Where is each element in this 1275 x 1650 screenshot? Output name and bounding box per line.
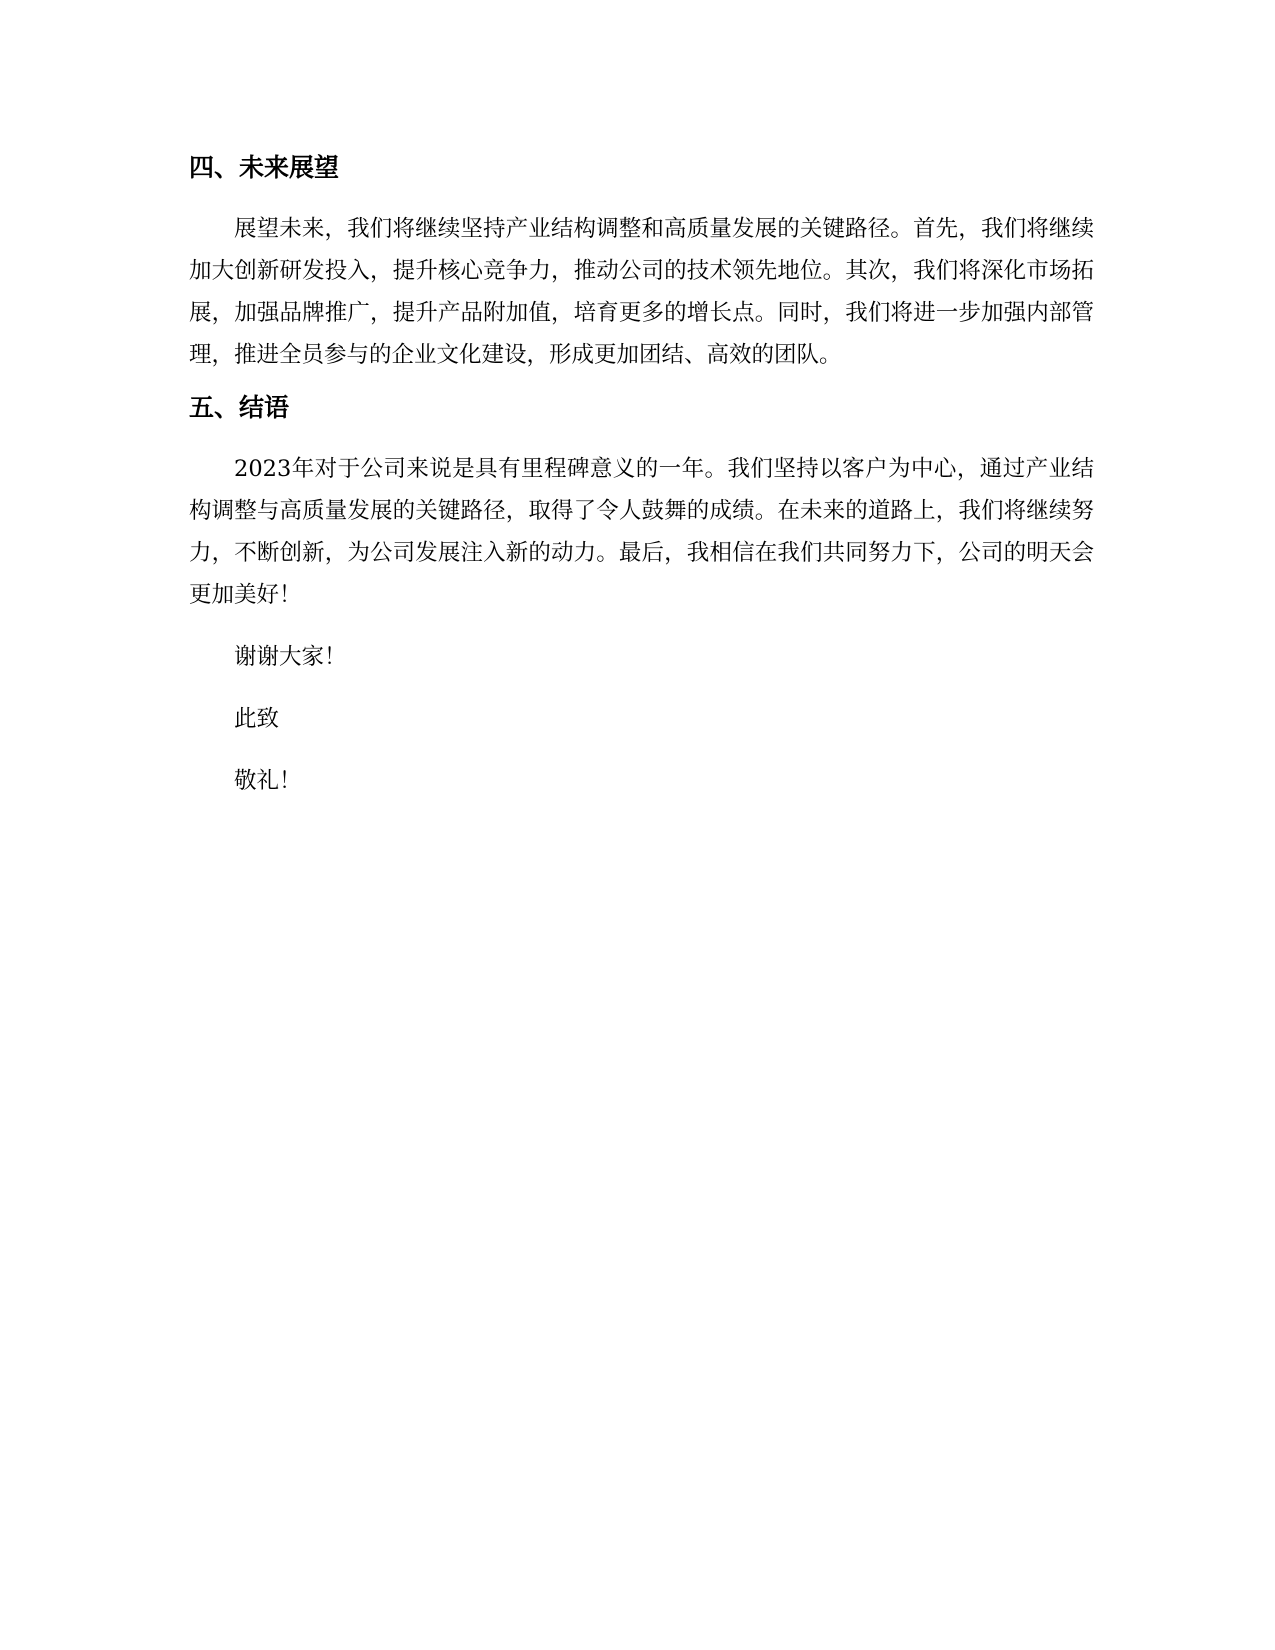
closing-regards: 敬礼！ bbox=[234, 768, 302, 794]
closing-thanks: 谢谢大家！ bbox=[234, 644, 347, 670]
section-heading-conclusion: 五、结语 bbox=[189, 393, 290, 422]
section-heading-outlook: 四、未来展望 bbox=[189, 153, 340, 182]
document-body bbox=[189, 145, 1094, 802]
closing-salutation: 此致 bbox=[234, 706, 280, 732]
section-paragraph-conclusion: 2023年对于公司来说是具有里程碑意义的一年。我们坚持以客户为中心，通过产业结构调整与高质量发展的关键路径，取得了令人鼓舞的成绩。在未来的道路上，我们将继续努力，不断创新，为公司发展注入新的动力。最后，我相信在我们共同努力下，公司的明天会更加美好！ bbox=[189, 456, 1094, 608]
section-paragraph-outlook: 展望未来，我们将继续坚持产业结构调整和高质量发展的关键路径。首先，我们将继续加大创新研发投入，提升核心竞争力，推动公司的技术领先地位。其次，我们将深化市场拓展，加强品牌推广，提升产品附加值，培育更多的增长点。同时，我们将进一步加强内部管理，推进全员参与的企业文化建设，形成更加团结、高效的团队。 bbox=[189, 216, 1094, 368]
